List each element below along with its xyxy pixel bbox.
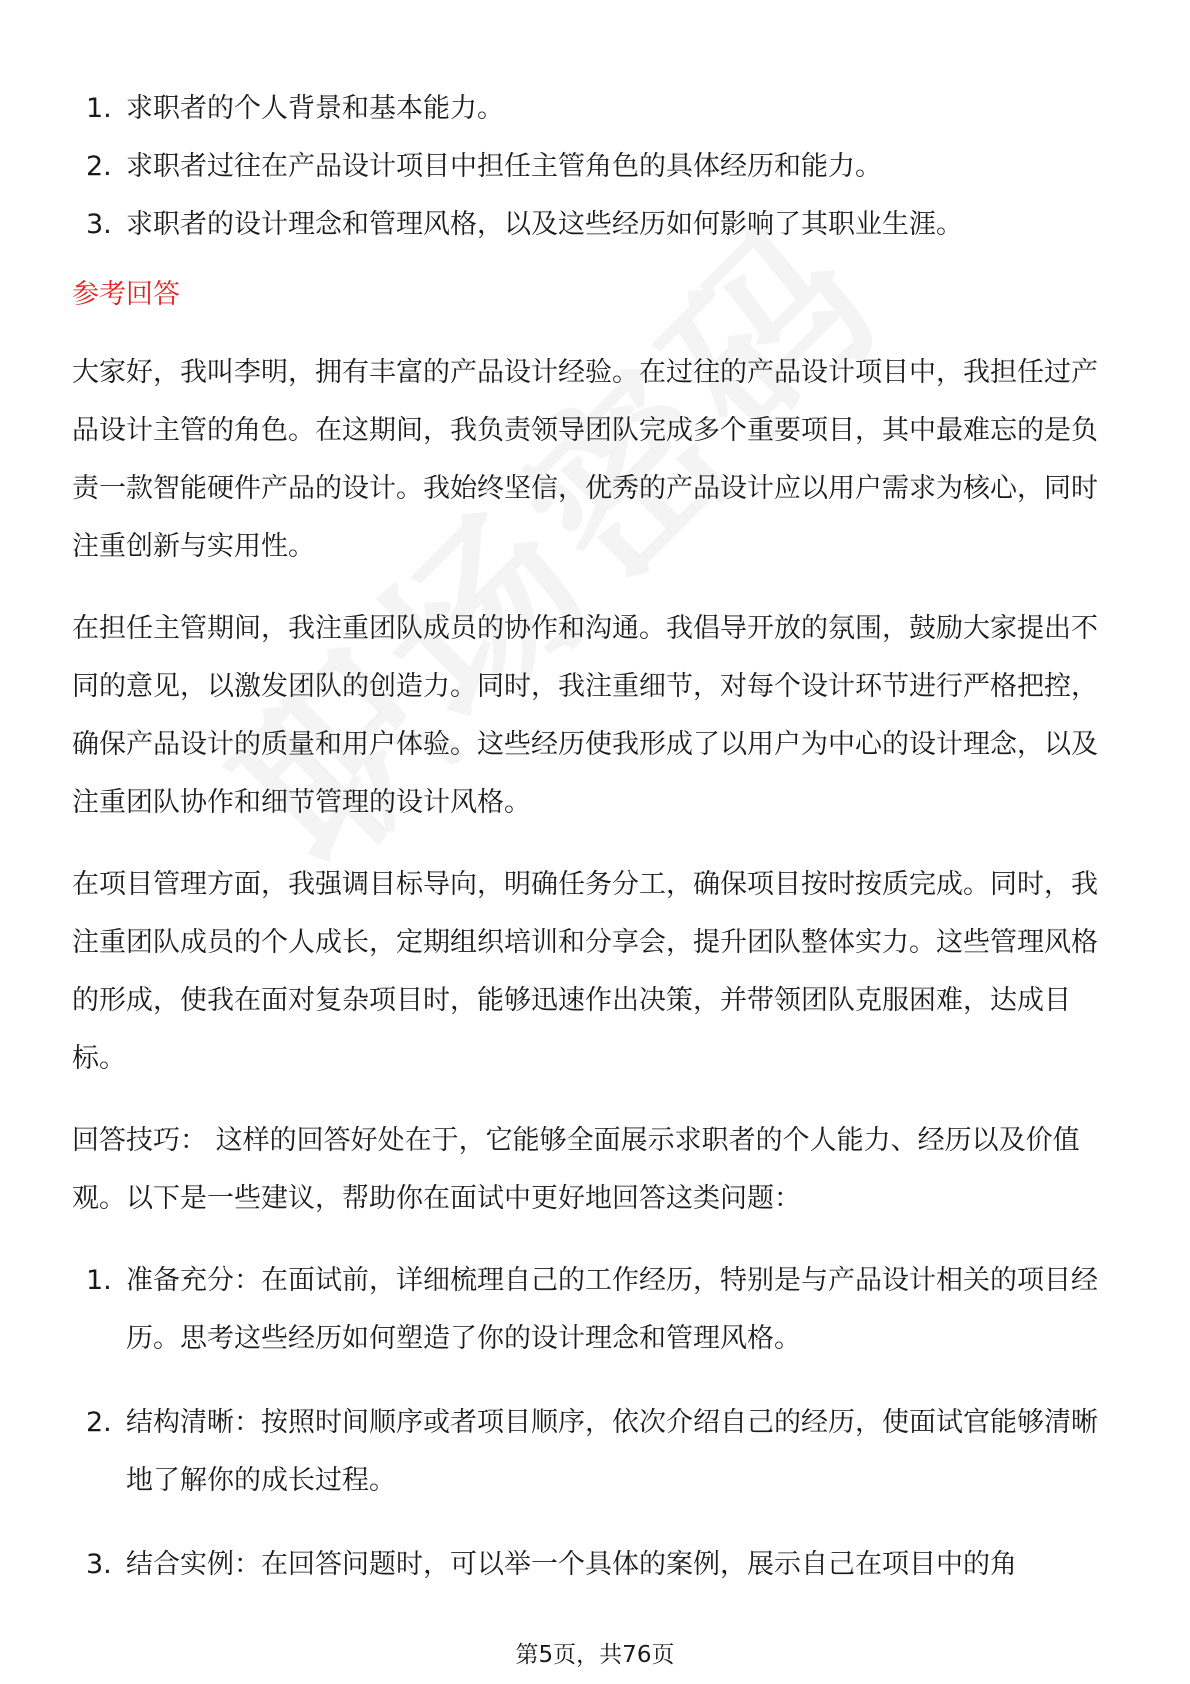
list-number: 1. <box>86 93 112 124</box>
list-item-text: 准备充分：在面试前，详细梳理自己的工作经历，特别是与产品设计相关的项目经历。思考这些经历如何塑造了你的设计理念和管理风格。 <box>126 1265 1098 1354</box>
list-number: 1. <box>86 1265 112 1296</box>
tips-list <box>72 1252 1122 1594</box>
list-number: 2. <box>86 151 112 182</box>
list-item-text: 求职者的设计理念和管理风格，以及这些经历如何影响了其职业生涯。 <box>126 209 963 240</box>
list-item-text: 求职者的个人背景和基本能力。 <box>126 93 504 124</box>
answer-paragraph: 在担任主管期间，我注重团队成员的协作和沟通。我倡导开放的氛围，鼓励大家提出不同的意见，以激发团队的创造力。同时，我注重细节，对每个设计环节进行严格把控，确保产品设计的质量和用户体验。这些经历使我形成了以用户为中心的设计理念，以及注重团队协作和细节管理的设计风格。 <box>72 613 1098 818</box>
page-footer: 第5页，共76页 <box>515 1642 675 1668</box>
list-item-text: 结合实例：在回答问题时，可以举一个具体的案例，展示自己在项目中的角 <box>126 1549 1017 1580</box>
page-content <box>72 80 1122 1620</box>
list-item <box>72 196 1122 254</box>
list-item <box>72 1252 1122 1368</box>
list-number: 3. <box>86 1549 112 1580</box>
list-item <box>72 138 1122 196</box>
reference-answer-heading: 参考回答 <box>72 279 180 310</box>
list-item <box>72 1536 1122 1594</box>
question-list <box>72 80 1122 254</box>
list-item-text: 求职者过往在产品设计项目中担任主管角色的具体经历和能力。 <box>126 151 882 182</box>
answer-paragraph: 在项目管理方面，我强调目标导向，明确任务分工，确保项目按时按质完成。同时，我注重团队成员的个人成长，定期组织培训和分享会，提升团队整体实力。这些管理风格的形成，使我在面对复杂项目时，能够迅速作出决策，并带领团队克服困难，达成目标。 <box>72 869 1098 1074</box>
list-item-text: 结构清晰：按照时间顺序或者项目顺序，依次介绍自己的经历，使面试官能够清晰地了解你的成长过程。 <box>126 1407 1098 1496</box>
answer-tips-intro: 回答技巧： 这样的回答好处在于，它能够全面展示求职者的个人能力、经历以及价值观。以下是一些建议，帮助你在面试中更好地回答这类问题： <box>72 1125 1080 1214</box>
list-item <box>72 1394 1122 1510</box>
list-number: 3. <box>86 209 112 240</box>
answer-paragraph: 大家好，我叫李明，拥有丰富的产品设计经验。在过往的产品设计项目中，我担任过产品设计主管的角色。在这期间，我负责领导团队完成多个重要项目，其中最难忘的是负责一款智能硬件产品的设计。我始终坚信，优秀的产品设计应以用户需求为核心，同时注重创新与实用性。 <box>72 357 1098 562</box>
list-number: 2. <box>86 1407 112 1438</box>
list-item <box>72 80 1122 138</box>
